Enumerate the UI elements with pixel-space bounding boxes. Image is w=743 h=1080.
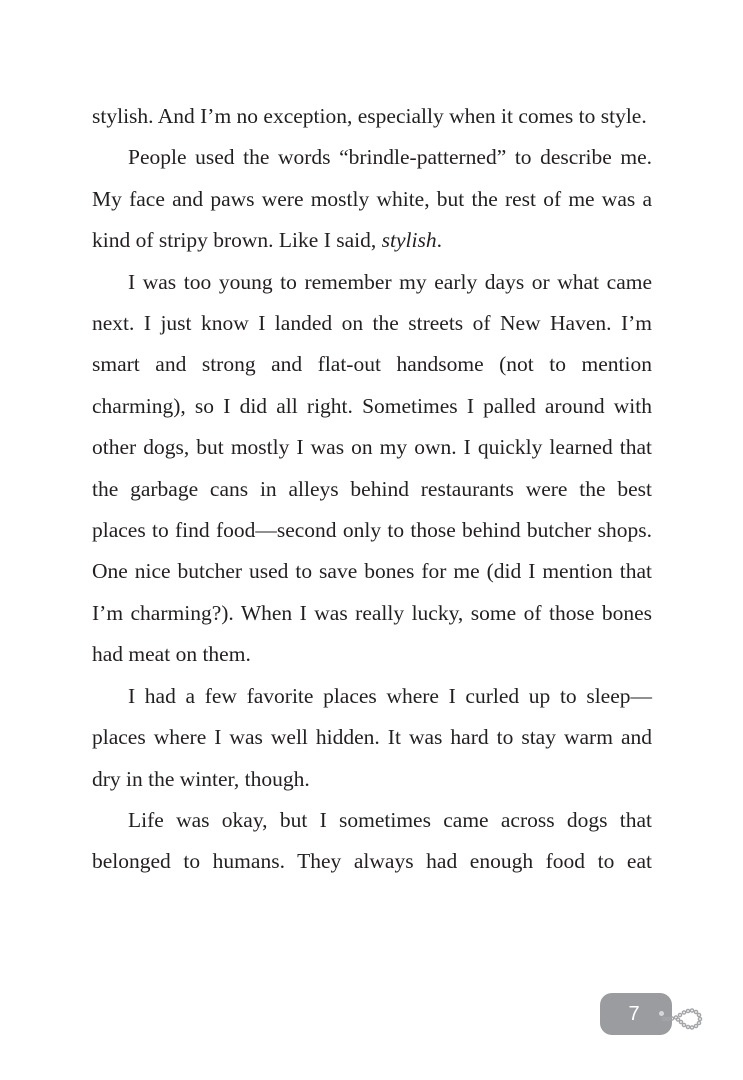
- bead-chain-icon: [662, 1004, 706, 1034]
- paragraph: [92, 96, 652, 137]
- text-segment: I was too young to remember my early days or what came next. I just know I landed on the streets of New Haven. I’m smart and strong and flat-out handsome (not to mention charming), so I did all right. Sometimes I palled around with other dogs, but mostly I was on my own. I quickly learned that the garbage cans in alleys behind restaurants were the best places to find food—second only to those behind butcher shops. One nice butcher used to save bones for me (did I mention that I’m charming?). When I was really lucky, some of those bones had meat on them.: [92, 269, 652, 667]
- emphasized-text: stylish: [381, 228, 437, 253]
- text-segment: I had a few favorite places where I curled up to sleep—places where I was well hidden. It was hard to stay warm and dry in the winter, though.: [92, 683, 652, 791]
- paragraph: [92, 800, 652, 883]
- paragraph: [92, 676, 652, 800]
- text-segment: stylish. And I’m no exception, especially when it comes to style.: [92, 104, 647, 128]
- text-segment: People used the words “brindle-patterned” to describe me. My face and paws were mostly white, but the rest of me was a kind of stripy brown. Like I said,: [92, 145, 652, 253]
- body-text: [92, 96, 652, 883]
- text-segment: Life was okay, but I sometimes came across dogs that belonged to humans. They always had enough food to eat: [92, 807, 652, 874]
- paragraph: [92, 262, 652, 676]
- text-segment: .: [436, 228, 442, 253]
- paragraph: [92, 137, 652, 261]
- page-number: 7: [628, 1002, 640, 1025]
